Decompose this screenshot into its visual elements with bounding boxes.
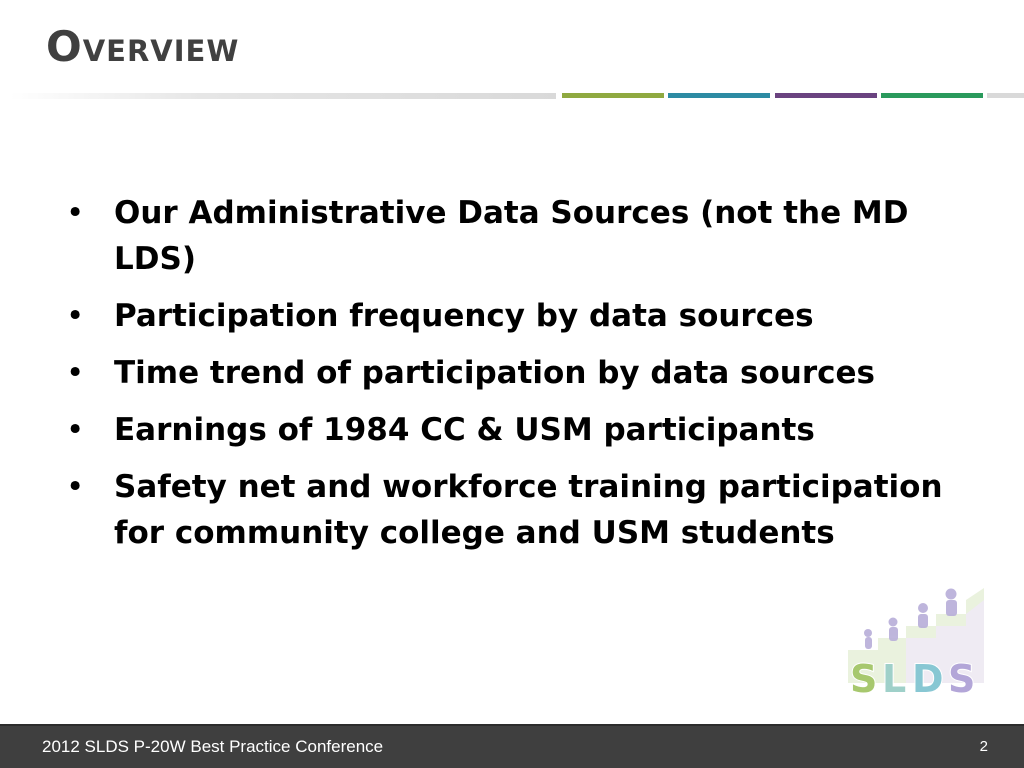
page-number: 2 <box>979 738 988 755</box>
title-divider-teal <box>668 93 770 98</box>
bullet-list <box>66 190 946 567</box>
bullet-text: Time trend of participation by data sources <box>114 355 875 391</box>
bullet-item <box>66 464 946 556</box>
svg-text:S: S <box>850 657 878 698</box>
bullet-text: Safety net and workforce training participation for community college and USM students <box>114 469 943 551</box>
footer-bar <box>0 724 1024 768</box>
svg-text:S: S <box>948 657 976 698</box>
bullet-text: Participation frequency by data sources <box>114 298 814 334</box>
footer-conference-text: 2012 SLDS P-20W Best Practice Conference <box>42 737 384 756</box>
title-divider-light-gray <box>987 93 1024 98</box>
bullet-icon: • <box>66 195 85 231</box>
bullet-icon: • <box>66 412 85 448</box>
title-divider-purple <box>775 93 877 98</box>
logo-letters <box>850 657 975 698</box>
bullet-icon: • <box>66 469 85 505</box>
svg-text:D: D <box>912 657 944 698</box>
bullet-text: Earnings of 1984 CC & USM participants <box>114 412 815 448</box>
slds-logo-icon <box>848 578 988 698</box>
slide-title: Overview <box>46 22 240 71</box>
bullet-text: Our Administrative Data Sources (not the MD LDS) <box>114 195 909 277</box>
bullet-icon: • <box>66 298 85 334</box>
title-divider-gray <box>10 93 556 99</box>
bullet-item <box>66 190 946 282</box>
title-divider-emerald <box>881 93 983 98</box>
svg-text:L: L <box>882 657 907 698</box>
title-divider-green <box>562 93 664 98</box>
bullet-item <box>66 350 946 396</box>
bullet-icon: • <box>66 355 85 391</box>
bullet-item <box>66 293 946 339</box>
bullet-item <box>66 407 946 453</box>
